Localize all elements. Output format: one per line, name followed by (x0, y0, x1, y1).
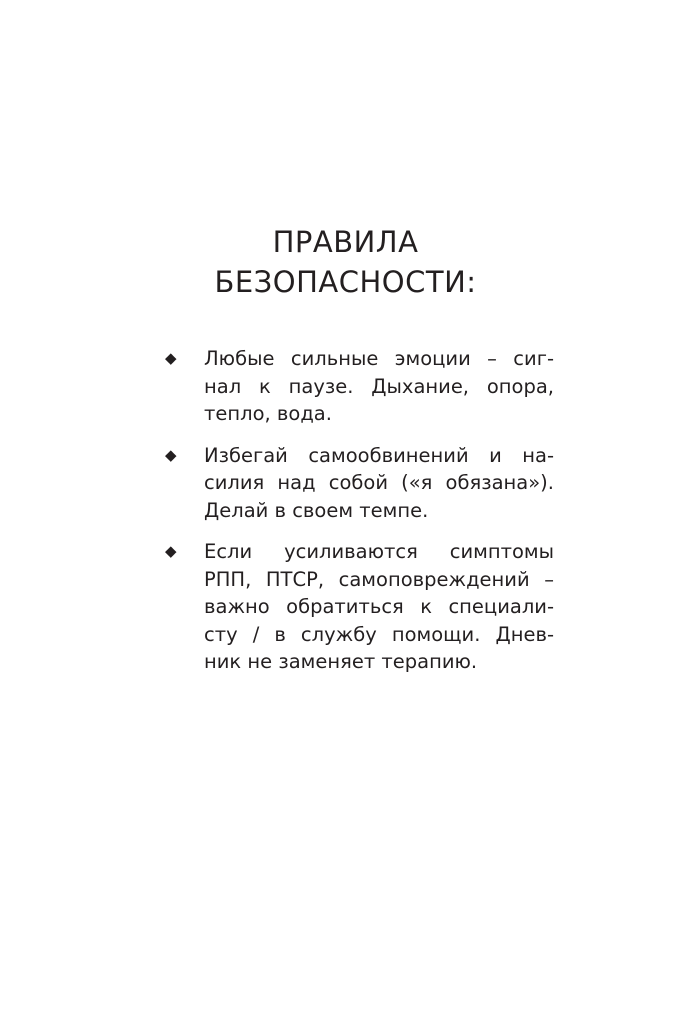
safety-rule-3 (0, 538, 691, 676)
rule-text-line: нал к паузе. Дыхание, опора, (204, 374, 554, 398)
diamond-bullet-icon: ◆ (165, 542, 177, 560)
rule-text-line: важно обратиться к специали- (204, 595, 554, 618)
rule-text-line: Избегай самообвинений и на- (204, 443, 554, 467)
rule-text-line: силия над собой («я обязана»). (204, 471, 554, 494)
rule-text-line: Любые сильные эмоции – сиг- (204, 347, 554, 370)
safety-rule-1 (0, 345, 691, 428)
page-title (0, 222, 691, 302)
page-title-line: БЕЗОПАСНОСТИ: (214, 265, 477, 299)
safety-rule-2 (0, 442, 691, 525)
rule-text-line: тепло, вода. (204, 402, 332, 425)
rule-text-line: ник не заменяет терапию. (204, 650, 478, 673)
page-title-line: ПРАВИЛА (272, 225, 419, 259)
diamond-bullet-icon: ◆ (165, 349, 177, 367)
rule-text-line: сту / в службу помощи. Днев- (204, 622, 554, 646)
diamond-bullet-icon: ◆ (165, 445, 177, 464)
rule-text-line: РПП, ПТСР, самоповреждений – (204, 567, 554, 591)
safety-rules-list (0, 345, 691, 690)
rule-text-line: Делай в своем темпе. (204, 498, 429, 522)
rule-text-line: Если усиливаются симптомы (204, 540, 554, 563)
